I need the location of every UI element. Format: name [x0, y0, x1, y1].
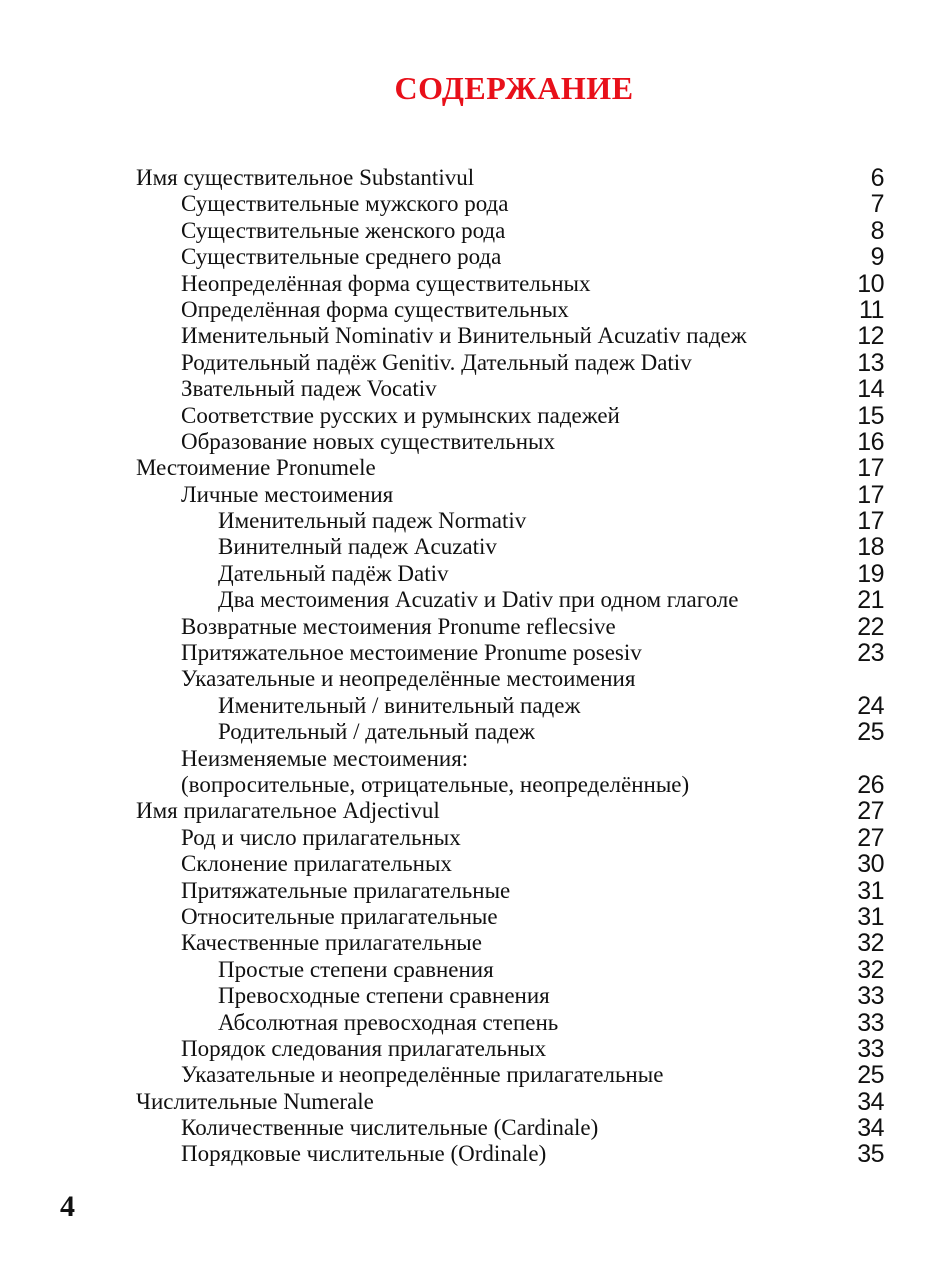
toc-entry-page: 16	[857, 427, 884, 456]
toc-entry	[136, 482, 884, 508]
toc-entry-title: Притяжательные прилагательные	[181, 877, 511, 903]
toc-entry-page: 31	[857, 876, 884, 905]
toc-entry	[136, 798, 884, 824]
toc-entry-title: Именительный / винительный падеж	[218, 692, 581, 718]
toc-entry-title: Определённая форма существительных	[181, 296, 569, 322]
toc-entry	[136, 508, 884, 534]
toc-entry	[136, 614, 884, 640]
toc-entry-title: Относительные прилагательные	[181, 903, 498, 929]
toc-entry-title: Существительные среднего рода	[181, 244, 502, 270]
toc-entry-page: 18	[857, 533, 884, 562]
toc-entry-title: Порядковые числительные (Ordinale)	[181, 1141, 547, 1167]
toc-entry-title: Соответствие русских и румынских падежей	[181, 402, 620, 428]
toc-entry-page: 22	[857, 612, 884, 641]
toc-entry-page: 27	[857, 823, 884, 852]
toc-entry-title: Дательный падёж Dativ	[218, 560, 449, 586]
toc-entry-page: 25	[857, 1061, 884, 1090]
toc-entry-page: 27	[857, 797, 884, 826]
toc-entry-page: 8	[870, 216, 884, 245]
toc-entry-title: Числительные Numerale	[136, 1088, 374, 1114]
toc-entry-title: Местоимение Pronumele	[136, 455, 376, 481]
toc-entry	[136, 904, 884, 930]
toc-entry-title: Два местоимения Acuzativ и Dativ при одном глаголе	[218, 587, 739, 613]
toc-entry-title: Неопределённая форма существительных	[181, 270, 591, 296]
toc-entry	[136, 403, 884, 429]
toc-entry	[136, 1036, 884, 1062]
toc-entry-page: 34	[857, 1087, 884, 1116]
toc-entry-title: Именительный Nominativ и Винительный Acuzativ падеж	[181, 323, 747, 349]
toc-entry-title: Неизменяемые местоимения:	[181, 745, 469, 771]
toc-entry	[136, 719, 884, 745]
toc-entry	[136, 587, 884, 613]
toc-entry	[136, 825, 884, 851]
toc-entry	[136, 429, 884, 455]
page-number: 4	[60, 1190, 75, 1223]
toc-entry	[136, 693, 884, 719]
toc-entry-title: Звательный падеж Vocativ	[181, 376, 437, 402]
toc-entry-page: 33	[857, 982, 884, 1011]
toc-entry	[136, 561, 884, 587]
toc-entry-title: Родительный падёж Genitiv. Дательный падеж Dativ	[181, 349, 692, 375]
toc-entry-page: 11	[859, 295, 884, 324]
toc-entry-title: Абсолютная превосходная степень	[218, 1009, 559, 1035]
toc-entry-page: 9	[870, 243, 884, 272]
toc-entry	[136, 271, 884, 297]
toc-entry-page: 19	[857, 559, 884, 588]
toc-entry	[136, 297, 884, 323]
toc-entry-title: Указательные и неопределённые прилагательные	[181, 1062, 664, 1088]
toc-entry	[136, 666, 884, 692]
toc-entry-page: 10	[857, 269, 884, 298]
toc-entry	[136, 878, 884, 904]
toc-entry-page: 17	[857, 454, 884, 483]
toc-entry	[136, 1062, 884, 1088]
toc-entry	[136, 244, 884, 270]
toc-entry-page: 23	[857, 639, 884, 668]
toc-entry	[136, 1115, 884, 1141]
toc-entry-title: Указательные и неопределённые местоимения	[181, 666, 636, 692]
toc-entry	[136, 534, 884, 560]
toc-entry-page: 14	[857, 375, 884, 404]
toc-entry-page: 26	[857, 770, 884, 799]
toc-entry-page: 21	[857, 586, 884, 615]
toc-entry-page: 30	[857, 850, 884, 879]
toc-entry	[136, 851, 884, 877]
toc-entry-page: 13	[857, 348, 884, 377]
toc-entry-title: Образование новых существительных	[181, 428, 555, 454]
toc-entry	[136, 376, 884, 402]
toc-entry-title: Склонение прилагательных	[181, 851, 452, 877]
toc-entry	[136, 1089, 884, 1115]
toc-entry-title: Притяжательное местоимение Pronume posesiv	[181, 640, 642, 666]
toc-entry	[136, 218, 884, 244]
toc-entry	[136, 930, 884, 956]
page-title: СОДЕРЖАНИЕ	[394, 70, 634, 106]
toc-entry-page: 32	[857, 929, 884, 958]
table-of-contents	[136, 165, 884, 1168]
toc-entry-page: 24	[857, 691, 884, 720]
toc-entry-page: 33	[857, 1008, 884, 1037]
toc-entry-page: 7	[870, 190, 884, 219]
toc-entry-title: Порядок следования прилагательных	[181, 1035, 547, 1061]
toc-entry-title: Количественные числительные (Cardinale)	[181, 1115, 599, 1141]
toc-entry-title: Имя прилагательное Adjectivul	[136, 798, 440, 824]
toc-entry-title: Род и число прилагательных	[181, 824, 461, 850]
toc-entry-title: Имя существительное Substantivul	[136, 165, 475, 190]
toc-entry	[136, 455, 884, 481]
toc-entry	[136, 165, 884, 191]
toc-entry-title: Качественные прилагательные	[181, 930, 482, 956]
toc-entry-page: 12	[857, 322, 884, 351]
toc-entry-title: Существительные мужского рода	[181, 191, 509, 217]
toc-entry-title: Именительный падеж Normativ	[218, 508, 527, 534]
toc-entry-page: 35	[857, 1140, 884, 1169]
toc-entry-title: Родительный / дательный падеж	[218, 719, 535, 745]
toc-entry-page: 17	[857, 480, 884, 509]
toc-entry-title: Превосходные степени сравнения	[218, 983, 550, 1009]
toc-entry-page: 32	[857, 955, 884, 984]
toc-entry	[136, 1010, 884, 1036]
toc-entry	[136, 323, 884, 349]
toc-entry-page: 33	[857, 1034, 884, 1063]
toc-entry-title: (вопросительные, отрицательные, неопределённые)	[181, 771, 690, 797]
toc-entry	[136, 191, 884, 217]
toc-entry-title: Существительные женского рода	[181, 217, 506, 243]
toc-entry	[136, 772, 884, 798]
toc-entry	[136, 350, 884, 376]
toc-entry	[136, 746, 884, 772]
toc-entry	[136, 1141, 884, 1167]
toc-entry	[136, 640, 884, 666]
toc-entry-page: 31	[857, 902, 884, 931]
toc-entry-title: Винителный падеж Acuzativ	[218, 534, 497, 560]
toc-entry-page: 34	[857, 1114, 884, 1143]
toc-entry-page: 15	[857, 401, 884, 430]
toc-entry-page: 25	[857, 718, 884, 747]
toc-entry	[136, 983, 884, 1009]
toc-entry-page: 17	[857, 507, 884, 536]
toc-entry-title: Возвратные местоимения Pronume reflecsive	[181, 613, 616, 639]
toc-entry-title: Личные местоимения	[181, 481, 394, 507]
toc-entry-title: Простые степени сравнения	[218, 956, 494, 982]
toc-entry	[136, 957, 884, 983]
toc-entry-page: 6	[870, 164, 884, 192]
